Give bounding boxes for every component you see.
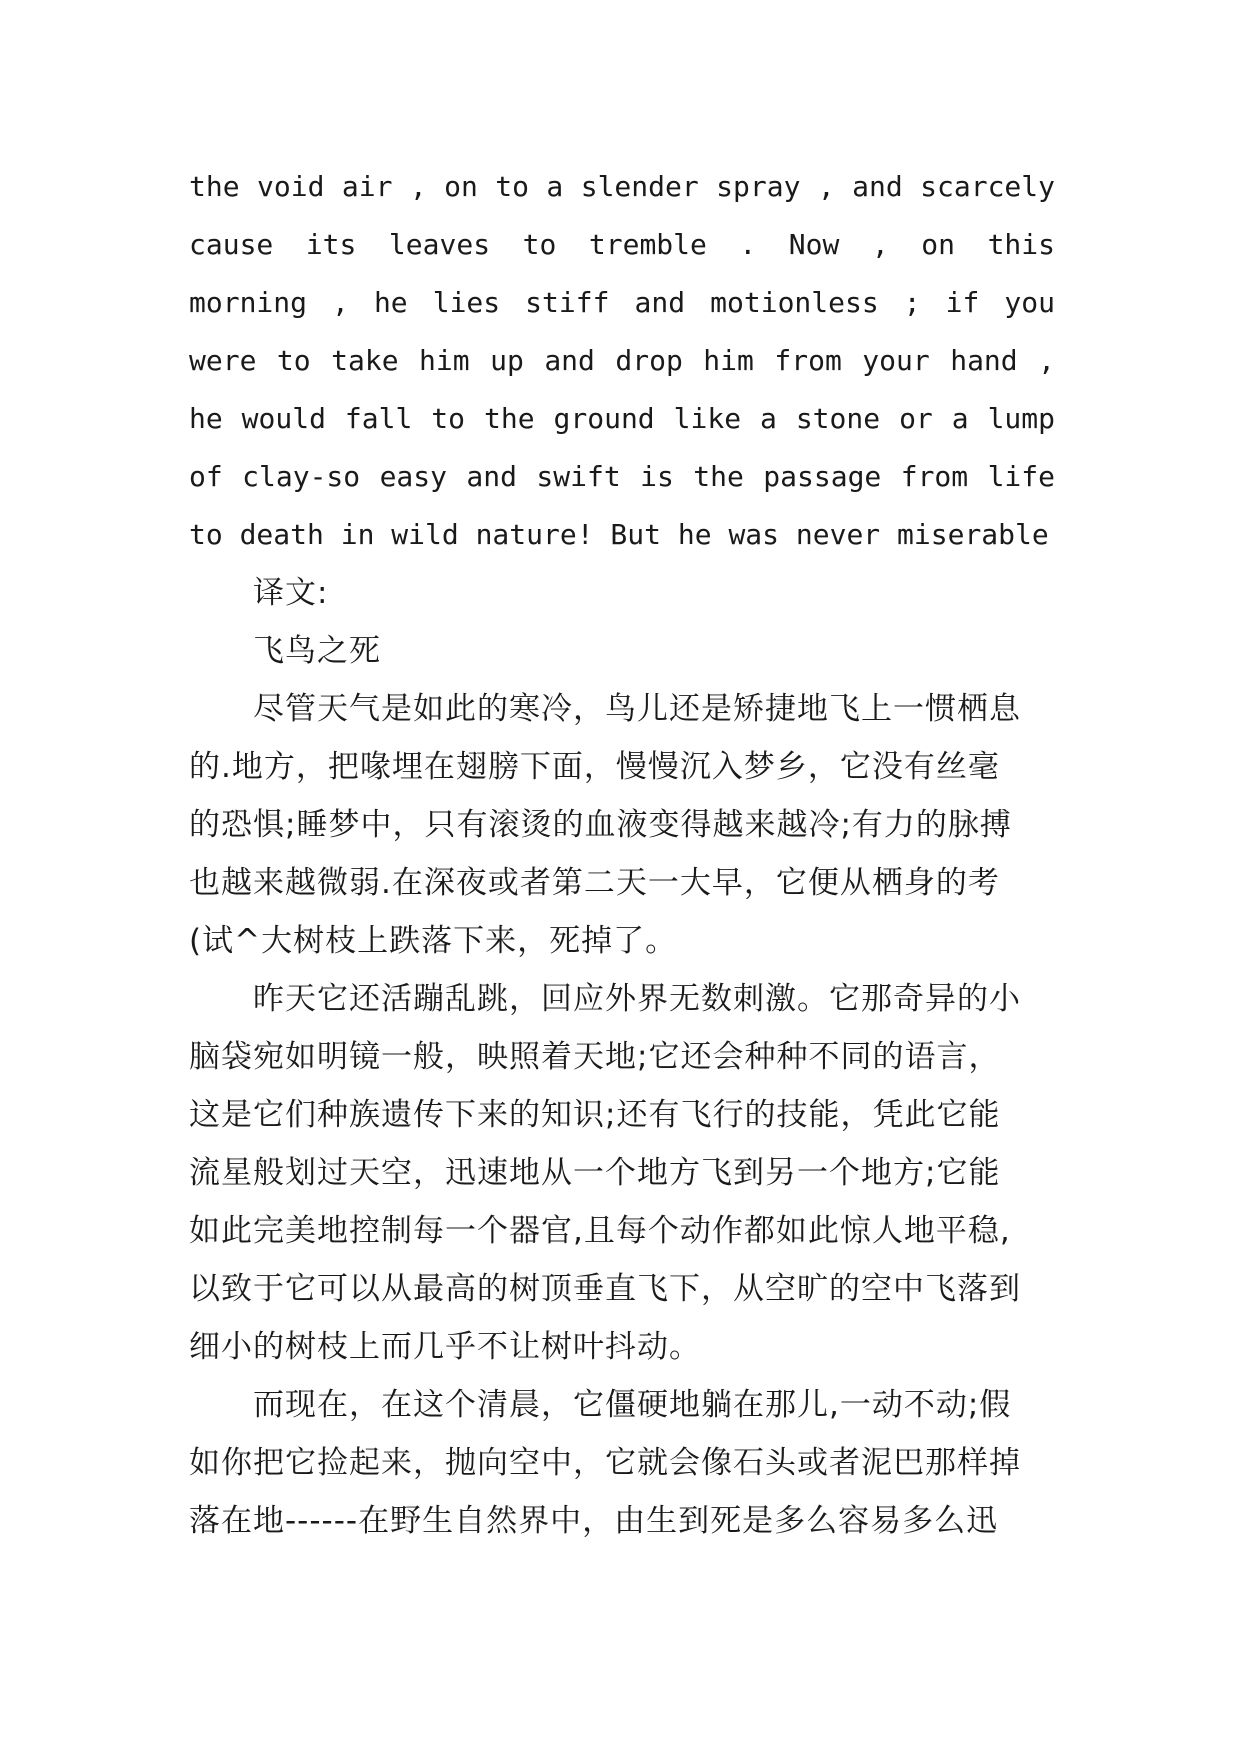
chinese-line-12: 细小的树枝上而几乎不让树叶抖动。 [189,1329,701,1365]
english-line-5: he would fall to the ground like a stone or a lump [189,402,1055,435]
chinese-line-13: 而现在，在这个清晨，它僵硬地躺在那儿,一动不动;假 [253,1387,1012,1423]
chinese-line-2: 的.地方，把喙埋在翅膀下面，慢慢沉入梦乡，它没有丝毫 [189,749,1000,785]
english-line-4: were to take him up and drop him from your hand , [189,344,1055,377]
chinese-line-15: 落在地------在野生自然界中，由生到死是多么容易多么迅 [189,1503,999,1539]
chinese-line-10: 如此完美地控制每一个器官,且每个动作都如此惊人地平稳, [189,1213,1011,1249]
chinese-line-9: 流星般划过天空，迅速地从一个地方飞到另一个地方;它能 [189,1155,1001,1191]
chinese-line-4: 也越来越微弱.在深夜或者第二天一大早，它便从栖身的考 [189,865,1000,901]
translation-label: 译文: [253,575,329,611]
chinese-line-11: 以致于它可以从最高的树顶垂直飞下，从空旷的空中飞落到 [189,1271,1021,1307]
english-line-1: the void air , on to a slender spray , and scarcely [189,170,1055,203]
english-line-6: of clay-so easy and swift is the passage from life [189,460,1055,493]
chinese-line-1: 尽管天气是如此的寒冷，鸟儿还是矫捷地飞上一惯栖息 [253,691,1021,727]
english-line-7: to death in wild nature! But he was never miserable [189,518,1049,551]
english-line-2: cause its leaves to tremble . Now , on this [189,228,1055,261]
chinese-line-6: 昨天它还活蹦乱跳，回应外界无数刺激。它那奇异的小 [253,981,1021,1017]
chinese-line-8: 这是它们种族遗传下来的知识;还有飞行的技能，凭此它能 [189,1097,1001,1133]
english-line-3: morning , he lies stiff and motionless ; if you [189,286,1055,319]
chinese-line-14: 如你把它捡起来，抛向空中，它就会像石头或者泥巴那样掉 [189,1445,1021,1481]
translation-title: 飞鸟之死 [253,633,381,669]
chinese-line-7: 脑袋宛如明镜一般，映照着天地;它还会种种不同的语言， [189,1039,1001,1075]
chinese-line-3: 的恐惧;睡梦中，只有滚烫的血液变得越来越冷;有力的脉搏 [189,807,1012,843]
chinese-line-5: (试^大树枝上跌落下来，死掉了。 [189,923,678,959]
